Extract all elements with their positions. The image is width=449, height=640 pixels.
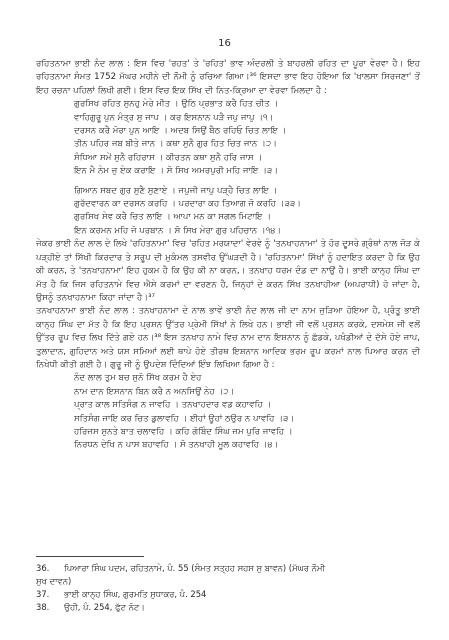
page-number: 16 bbox=[218, 38, 231, 49]
verse-line: ਦਰਸਨ ਕਰੈ ਮੋਰਾ ਪੁਨ ਆਇ । ਅਦਬ ਸਿਉਂ ਬੈਠ ਰਹਿਓ ਚਿਤ ਲਾਇ । bbox=[74, 126, 287, 137]
footnote-number: 38. bbox=[36, 602, 50, 612]
verse-line: ਵਾਹਿਗੁਰੂ ਪੁਨ ਮੰਤ੍ਰ ਸੁ ਜਾਪ । ਕਰ ਇਸਨਾਨ ਪੜੈ ਜਪੁ ਜਾਪੁ ।੧। bbox=[74, 112, 274, 123]
verse-line: ਸੰਧਿਆ ਸਮੇਂ ਸੁਨੈ ਰਹਿਰਾਸ । ਕੀਰਤਨ ਕਥਾ ਸੁਨੈ ਹਰਿ ਜਾਸ । bbox=[74, 152, 263, 163]
verse-line: ਗੁਰਸਿਖ ਰਹਿਤ ਸੁਨਹੁ ਮੇਰੇ ਮੀਤ । ਉਠਿ ਪ੍ਰਭਾਤ ਕਰੈ ਹਿਤ ਚੀਤ । bbox=[74, 99, 279, 110]
verse-block-2 bbox=[36, 185, 420, 239]
footnote-text: ਉਹੀ, ਪੰ. 254, ਫੁੱਟ ਨੋਟ। bbox=[64, 602, 145, 612]
page-body bbox=[36, 58, 420, 453]
verse-line: ਗੁਰੱਦਵਾਰਨ ਕਾ ਦਰਸਨ ਕਰਹਿ । ਪਰਦਾਰਾ ਕਹ ਤਿਆਗ ਜੋ ਕਰਹਿ ।੩੩। bbox=[74, 199, 301, 210]
footnote-number: 36. bbox=[36, 563, 50, 573]
footnote-divider bbox=[36, 556, 144, 557]
footnote-text: ਪਿਆਰਾ ਸਿੰਘ ਪਦਮ, ਰਹਿਤਨਾਮੇ, ਪੰ. 55 (ਸੰਮਤ ਸਤ੍ਹਹ ਸਹਸ ਸੁ ਬਾਵਨ) (ਮੱਘਰ ਨੌਮੀ bbox=[64, 563, 325, 573]
footnote-item bbox=[36, 601, 420, 614]
paragraph-tankhahnama: ਤਨਖਾਹਨਾਮਾ ਭਾਈ ਨੰਦ ਲਾਲ : ਤਨਖਾਹਨਾਮਾ ਦੇ ਨਾਲ ਭਾਵੇਂ ਭਾਈ ਨੰਦ ਲਾਲ ਜੀ ਦਾ ਨਾਮ ਜੁੜਿਆ ਹੋਇਆ ਹੈ, ਪ੍ਰੰਤੂ ਭਾਈ ਕਾਨ੍ਹ ਸਿੰਘ ਦਾ ਮੱਤ ਹੈ ਕਿ ਇਹ ਪ੍ਰਸ਼ਨ ਉੱਤਰ ਪ੍ਰੇਮੀ ਸਿੱਖਾਂ ਨੇ ਲਿਖੇ ਹਨ। ਭਾਈ ਜੀ ਵਲੋਂ ਪ੍ਰਸ਼ਨ ਕਰਕੇ, ਦਸਮੇਸ਼ ਜੀ ਵਲੋਂ ਉੱਤਰ ਰੂਪ ਵਿਚ ਲਿਖ ਦਿੱਤੇ ਗਏ ਹਨ।³⁸ ਇਸ ਤਨਖਾਹ ਨਾਮੇ ਵਿਚ ਨਾਮ ਦਾਨ ਇਸ਼ਨਾਨ ਨੂੰ ਛੱਡਕੇ, ਪਖੰਡੀਆਂ ਦੇ ਦੱਸੇ ਹੋਏ ਜਾਪ, ਤੁਲਾਦਾਨ, ਗੁਹਿਦਾਨ ਅਤੇ ਯਸ ਸਮਿਆਂ ਲਈ ਥਾਪੇ ਹੋਏ ਤੀਰਥ ਇਸ਼ਨਾਨ ਆਦਿਕ ਭਰਮ ਰੂਪ ਕਰਮਾਂ ਨਾਲ ਪਿਆਰ ਕਰਨ ਦੀ ਨਿਖੇਧੀ ਕੀਤੀ ਗਈ ਹੈ। ਗੁਰੂ ਜੀ ਨੂੰ ਉਪਦੇਸ਼ ਦਿੰਦਿਆਂ ਇੰਝ ਲਿਖਿਆ ਗਿਆ ਹੈ : bbox=[36, 306, 420, 370]
verse-line: ਨਾਮ ਦਾਨ ਇਸਨਾਨ ਬਿਨ ਕਰੈ ਨ ਅਨਸਿਉਂ ਨੇਹ ।੨। bbox=[74, 386, 235, 397]
paragraph-rahitnama: ਰਹਿਤਨਾਮਾ ਭਾਈ ਨੰਦ ਲਾਲ : ਇਸ ਵਿਚ 'ਰਹਤ' ਤੇ 'ਰਹਿਤ' ਭਾਵ ਅੰਦਰਲੀ ਤੇ ਬਾਹਰਲੀ ਰਹਿਤ ਦਾ ਪੂਰਾ ਵੇਰਵਾ ਹੈ। ਇਹ ਰਹਿਤਨਾਮਾ ਸੰਮਤ 1752 ਮੱਘਰ ਮਹੀਨੇ ਦੀ ਨੌਮੀ ਨੂੰ ਰਚਿਆ ਗਿਆ।³⁶ ਇਸਦਾ ਭਾਵ ਇਹ ਹੋਇਆ ਕਿ 'ਖਾਲਸਾ ਸਿਰਜਣਾ' ਤੋਂ ਇਹ ਰਚਨਾ ਪਹਿਲਾਂ ਲਿਖੀ ਗਈ। ਇਸ ਵਿਚ ਇਕ ਸਿੱਖ ਦੀ ਨਿਤ-ਕ੍ਰਿਆ ਦਾ ਵੇਰਵਾ ਮਿਲਦਾ ਹੈ : bbox=[36, 59, 420, 96]
verse-line: ਇਨ ਕਰਮਨ ਮਹਿ ਜੋ ਪਰਬਾਨ । ਸੋ ਸਿਖ ਮੇਰਾ ਗੁਰ ਪਹਿਚਾਨ ।੧੪। bbox=[74, 225, 282, 236]
verse-line: ਨਿਰਧਨ ਦੇਖਿ ਨ ਪਾਸ ਬਹਾਵਹਿ । ਸੋ ਤਨਖਾਹੀ ਮੂਲ ਕਹਾਵਹਿ ।੪। bbox=[74, 440, 279, 451]
footnote-continuation: ਸੁਖ ਦਾਵਨ) bbox=[36, 576, 72, 586]
footnote-item bbox=[36, 588, 420, 601]
verse-line: ਗੁਰਸਿਖ ਸੇਵ ਕਰੈ ਚਿਤ ਲਾਇ । ਆਪਾ ਮਨ ਕਾ ਸਗਲ ਮਿਟਾਇ । bbox=[74, 212, 272, 223]
footnote-item bbox=[36, 562, 420, 575]
verse-block-1 bbox=[36, 98, 420, 178]
verse-line: ਤੀਨ ਪਹਿਰ ਜਬ ਬੀਤੇ ਜਾਨ । ਕਥਾ ਸੁਨੈ ਗੁਰ ਹਿਤ ਚਿਤ ਜਾਨ ।੨। bbox=[74, 139, 277, 150]
verse-block-3 bbox=[36, 372, 420, 452]
footnote-number: 37. bbox=[36, 589, 50, 599]
footnote-text: ਭਾਈ ਕਾਨ੍ਹ ਸਿੰਘ, ਗੁਰਮਤਿ ਸੁਧਾਕਰ, ਪੰ. 254 bbox=[64, 589, 207, 599]
verse-line: ਹਰਿਜਸ ਸੁਨਤੇ ਬਾਤ ਚਲਾਵਹਿ । ਕਹਿ ਗੋਬਿੰਦ ਸਿੰਘ ਜਮ ਪੁਰਿ ਜਾਵਹਿ । bbox=[74, 426, 293, 437]
verse-line: ਨੰਦ ਲਾਲ ਤੁਮ ਬਚ ਸੁਨੋ ਸਿੱਖ ਕਰਮ ਹੈ ਏਹ bbox=[74, 373, 202, 384]
paragraph-tankhahnama-intro: ਜੇਕਰ ਭਾਈ ਨੰਦ ਲਾਲ ਦੇ ਲਿਖੇ 'ਰਹਿਤਨਾਮਾ' ਵਿਚ 'ਰਹਿਤ ਮਰਯਾਦਾ' ਵੇਰਵੇ ਨੂੰ 'ਤਨਖਾਹਨਾਮਾ' ਤੇ ਹੋਰ ਦੂਸਰੇ ਗ੍ਰੰਥਾਂ ਨਾਲ ਜੋੜ ਕੇ ਪੜ੍ਹੀਏ ਤਾਂ ਸਿੱਖੀ ਕਿਰਦਾਰ ਤੇ ਸਰੂਪ ਦੀ ਮੁਕੰਮਲ ਤਸਵੀਰ ਉੱਘੜਦੀ ਹੈ। 'ਰਹਿਤਨਾਮਾ' ਸਿੱਖਾਂ ਨੂੰ ਹਦਾਇਤ ਕਰਦਾ ਹੈ ਕਿ ਉਹ ਕੀ ਕਰਨ, ਤੇ 'ਤਨਖਾਹਨਾਮਾ' ਇਹ ਹੁਕਮ ਹੈ ਕਿ ਉਹ ਕੀ ਨਾ ਕਰਨ,। ਤਨਖਾਹ ਧਰਮ ਦੰਡ ਦਾ ਨਾਉਂ ਹੈ। ਭਾਈ ਕਾਨ੍ਹ ਸਿੰਘ ਦਾ ਮੱਤ ਹੈ ਕਿ ਜਿਸ ਰਹਿਤਨਾਮੇ ਵਿਚ ਐਸੇ ਕਰਮਾਂ ਦਾ ਵਰਣਨ ਹੈ, ਜਿਨ੍ਹਾਂ ਦੇ ਕਰਨ ਸਿੱਖ ਤਨਖਾਹੀਆ (ਅਪਰਾਧੀ) ਹੋ ਜਾਂਦਾ ਹੈ, ਉਸਨੂੰ ਤਨਖਾਹਨਾਮਾ ਕਿਹਾ ਜਾਂਦਾ ਹੈ।³⁷ bbox=[36, 239, 420, 303]
verse-line: ਇਨ ਮੈ ਨੇਮ ਜੁ ਏਕ ਕਰਾਇ । ਸੋ ਸਿਖ ਅਮਰਪੁਰੀ ਮਹਿ ਜਾਇ ।੩। bbox=[74, 166, 279, 177]
verse-line: ਗਿਆਨ ਸਬਦ ਗੁਰ ਸੁਣੈ ਸੁਣਾਏ । ਜਪੁਜੀ ਜਾਪੁ ਪੜ੍ਹੈ ਚਿਤ ਲਾਇ । bbox=[74, 185, 278, 196]
verse-line: ਪ੍ਰਾਤ ਕਾਲ ਸਤਿਸੰਗ ਨ ਜਾਵਹਿ । ਤਨਖਾਹਦਾਰ ਵਡ ਕਹਾਵਹਿ । bbox=[74, 400, 272, 411]
footnotes bbox=[36, 562, 420, 614]
verse-line: ਸਤਿਸੰਗ ਜਾਇ ਕਰ ਚਿਤ ਡੁਲਾਵਹਿ । ਈਹਾਂ ਊਹਾਂ ਠਉਰ ਨ ਪਾਵਹਿ ।੩। bbox=[74, 413, 295, 424]
